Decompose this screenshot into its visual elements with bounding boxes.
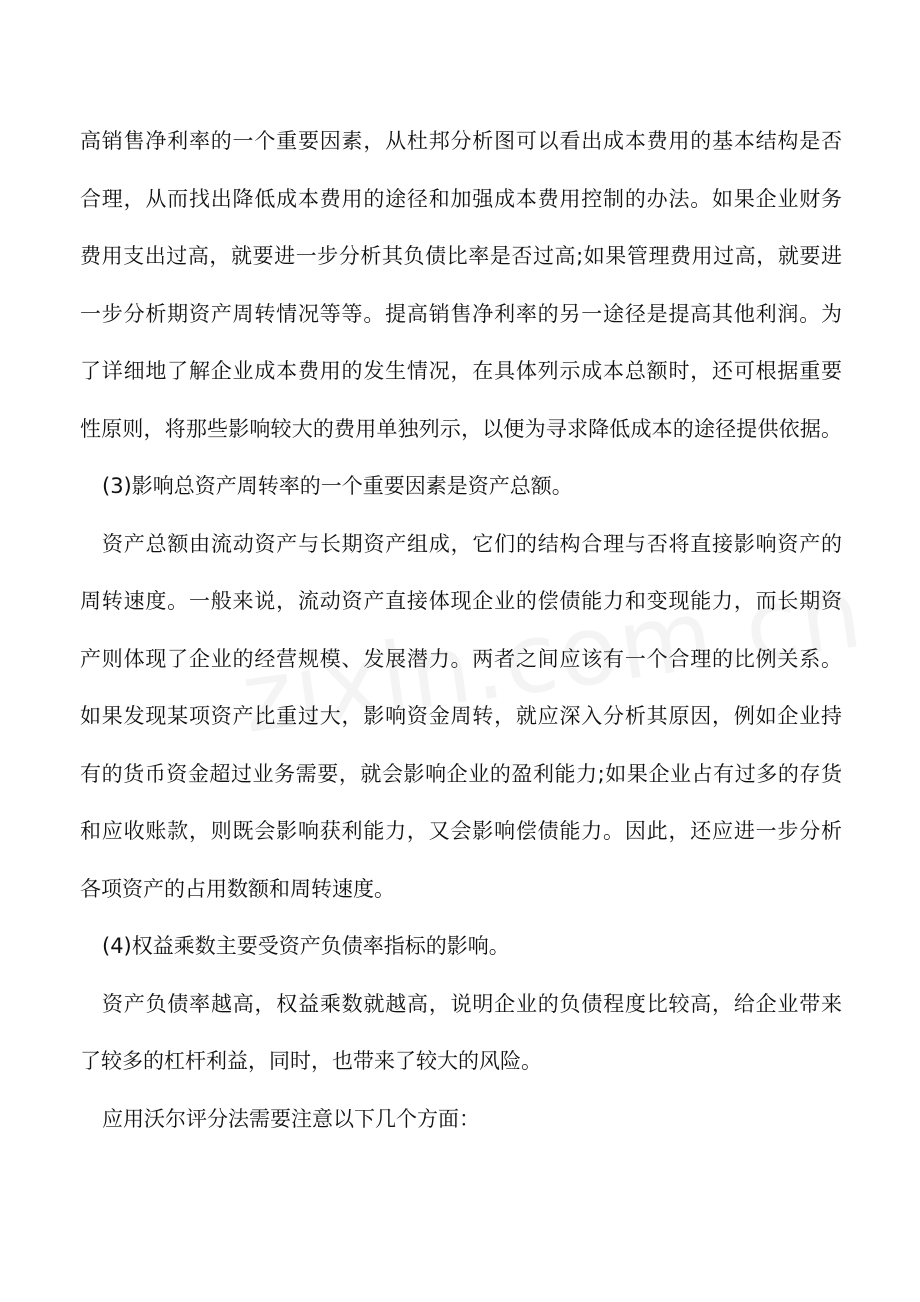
paragraph-line: 有的货币资金超过业务需要，就会影响企业的盈利能力;如果企业占有过多的存货 [80, 761, 842, 786]
paragraph-line: 应用沃尔评分法需要注意以下几个方面： [102, 1106, 480, 1131]
document-body [80, 118, 842, 1153]
section-heading: (3)影响总资产周转率的一个重要因素是资产总额。 [102, 474, 573, 498]
paragraph-line: 费用支出过高，就要进一步分析其负债比率是否过高;如果管理费用过高，就要进 [80, 244, 842, 268]
paragraph-line: 性原则，将那些影响较大的费用单独列示，以便为寻求降低成本的途径提供依据。 [80, 416, 842, 441]
paragraph-line: 了详细地了解企业成本费用的发生情况，在具体列示成本总额时，还可根据重要 [80, 359, 842, 383]
paragraph-line: 各项资产的占用数额和周转速度。 [80, 876, 395, 901]
paragraph-line: 产则体现了企业的经营规模、发展潜力。两者之间应该有一个合理的比例关系。 [80, 646, 842, 671]
paragraph-line: 一步分析期资产周转情况等等。提高销售净利率的另一途径是提高其他利润。为 [80, 301, 842, 326]
paragraph-line: 高销售净利率的一个重要因素，从杜邦分析图可以看出成本费用的基本结构是否 [80, 129, 842, 153]
paragraph-line: 资产总额由流动资产与长期资产组成，它们的结构合理与否将直接影响资产的 [102, 531, 842, 556]
section-heading: (4)权益乘数主要受资产负债率指标的影响。 [102, 934, 510, 958]
paragraph-line: 了较多的杠杆利益，同时，也带来了较大的风险。 [80, 1049, 542, 1073]
paragraph-line: 合理，从而找出降低成本费用的途径和加强成本费用控制的办法。如果企业财务 [80, 186, 842, 211]
paragraph-line: 周转速度。一般来说，流动资产直接体现企业的偿债能力和变现能力，而长期资 [80, 589, 842, 613]
paragraph-line: 和应收账款，则既会影响获利能力，又会影响偿债能力。因此，还应进一步分析 [80, 819, 842, 843]
paragraph-line: 如果发现某项资产比重过大，影响资金周转，就应深入分析其原因，例如企业持 [80, 704, 842, 728]
paragraph-line: 资产负债率越高，权益乘数就越高，说明企业的负债程度比较高，给企业带来 [102, 991, 842, 1016]
